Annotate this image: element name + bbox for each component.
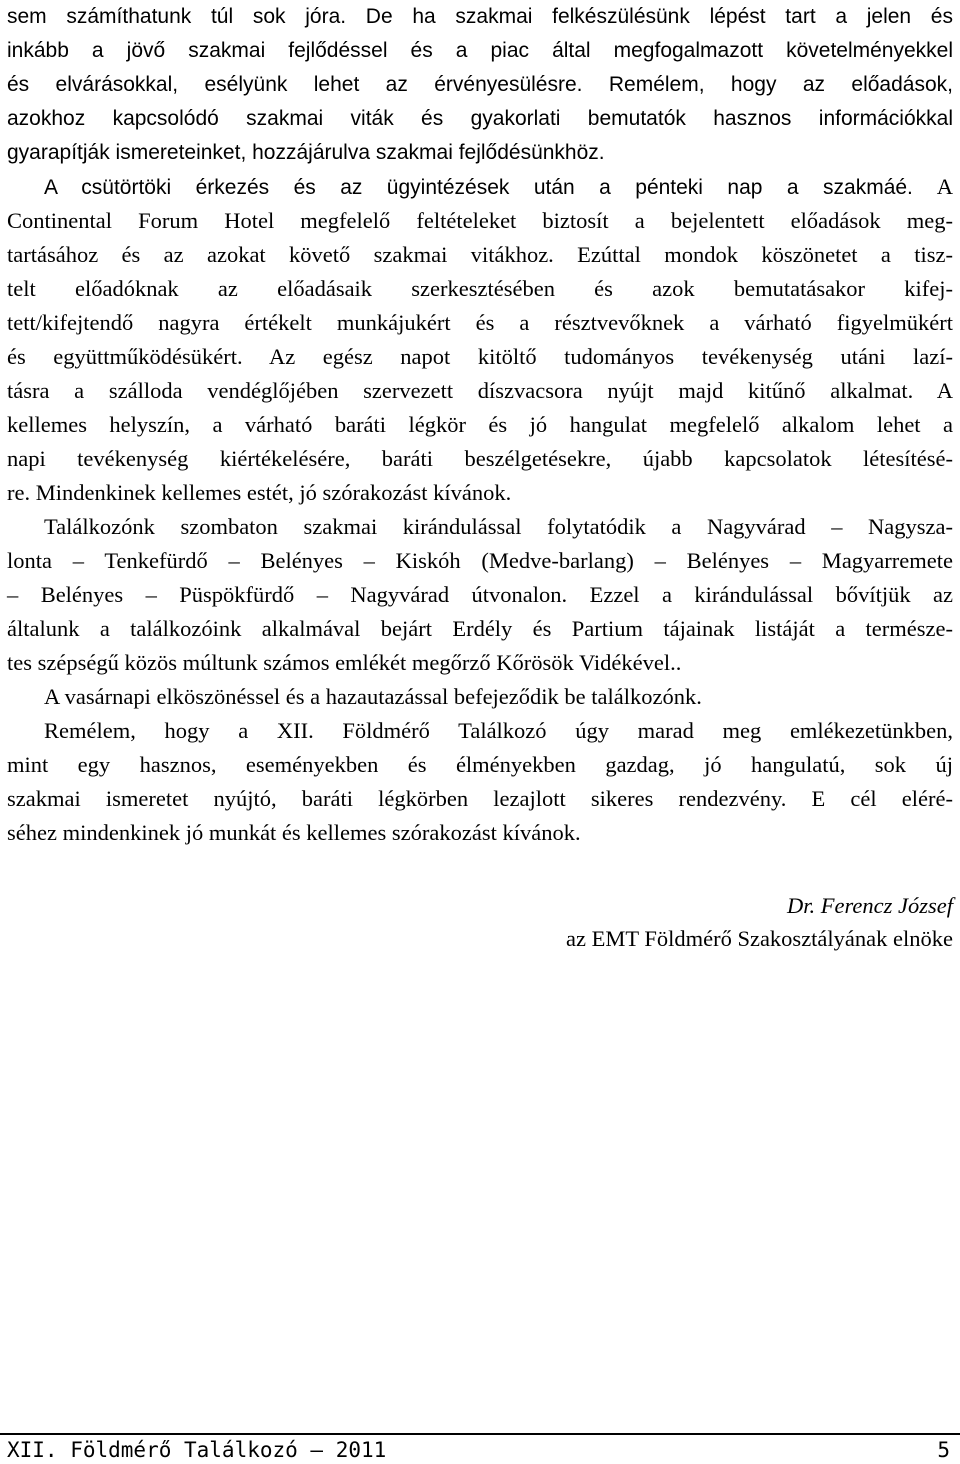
- text-line: Remélem, hogy a XII. Földmérő Találkozó úgy marad meg emlékezetünkben,: [44, 718, 953, 743]
- text-line: általunk a találkozóink alkalmával bejárt Erdély és Partium tájainak listáját a természe-: [7, 616, 953, 641]
- text-line: inkább a jövő szakmai fejlődéssel és a piac által megfogalmazott követelményekkel: [7, 39, 953, 62]
- text-line: telt előadóknak az előadásaik szerkesztésében és azok bemutatásakor kifej-: [7, 276, 953, 301]
- signature-name: Dr. Ferencz József: [786, 893, 953, 918]
- text-line: re. Mindenkinek kellemes estét, jó szórakozást kívánok.: [7, 480, 512, 505]
- page-footer: [0, 1436, 960, 1464]
- text-line: gyarapítják ismereteinket, hozzájárulva szakmai fejlődésünkhöz.: [7, 141, 605, 164]
- footer-title: XII. Földmérő Találkozó – 2011: [7, 1438, 387, 1462]
- text-line: és elvárásokkal, esélyünk lehet az érvényesülésre. Remélem, hogy az előadások,: [7, 73, 953, 96]
- page-number: 5: [937, 1438, 950, 1462]
- text-line: és együttműködésükért. Az egész napot kitöltő tudományos tevékenység utáni lazí-: [7, 344, 953, 369]
- signature-role: az EMT Földmérő Szakosztályának elnöke: [566, 926, 953, 951]
- text-segment: A csütörtöki érkezés és az ügyintézések után a pénteki nap a szakmáé.: [44, 176, 913, 199]
- text-line: lonta – Tenkefürdő – Belényes – Kiskóh (Medve-barlang) – Belényes – Magyarremete: [7, 548, 953, 573]
- text-segment: A: [936, 174, 953, 199]
- text-line: tes szépségű közös múltunk számos emlékét megőrző Kőrösök Vidékével..: [7, 650, 682, 675]
- text-line: – Belényes – Püspökfürdő – Nagyvárad útvonalon. Ezzel a kirándulással bővítjük az: [7, 582, 953, 607]
- text-line: tásra a szálloda vendéglőjében szervezett díszvacsora nyújt majd kitűnő alkalmat. A: [7, 378, 953, 403]
- text-line: kellemes helyszín, a várható baráti légkör és jó hangulat megfelelő alkalom lehet a: [7, 412, 953, 437]
- text-line: Continental Forum Hotel megfelelő feltételeket biztosít a bejelentett előadások meg-: [7, 208, 953, 233]
- text-line: azokhoz kapcsolódó szakmai viták és gyakorlati bemutatók hasznos információkkal: [7, 107, 953, 130]
- text-line: tartásához és az azokat követő szakmai vitákhoz. Ezúttal mondok köszönetet a tisz-: [7, 242, 953, 267]
- text-line: séhez mindenkinek jó munkát és kellemes szórakozást kívánok.: [7, 820, 581, 845]
- footer-divider: [0, 1433, 960, 1435]
- text-line: Találkozónk szombaton szakmai kirándulással folytatódik a Nagyvárad – Nagysza-: [44, 514, 953, 539]
- text-line: sem számíthatunk túl sok jóra. De ha szakmai felkészülésünk lépést tart a jelen és: [7, 5, 953, 28]
- text-line: [7, 170, 953, 204]
- text-line: A vasárnapi elköszönéssel és a hazautazással befejeződik be találkozónk.: [44, 684, 702, 709]
- text-line: szakmai ismeretet nyújtó, baráti légkörben lezajlott sikeres rendezvény. E cél eléré-: [7, 786, 953, 811]
- text-line: tett/kifejtendő nagyra értékelt munkájukért és a résztvevőknek a várható figyelmükért: [7, 310, 953, 335]
- text-line: mint egy hasznos, eseményekben és élményekben gazdag, jó hangulatú, sok új: [7, 752, 953, 777]
- text-line: napi tevékenység kiértékelésére, baráti beszélgetésekre, újabb kapcsolatok létesítésé-: [7, 446, 953, 471]
